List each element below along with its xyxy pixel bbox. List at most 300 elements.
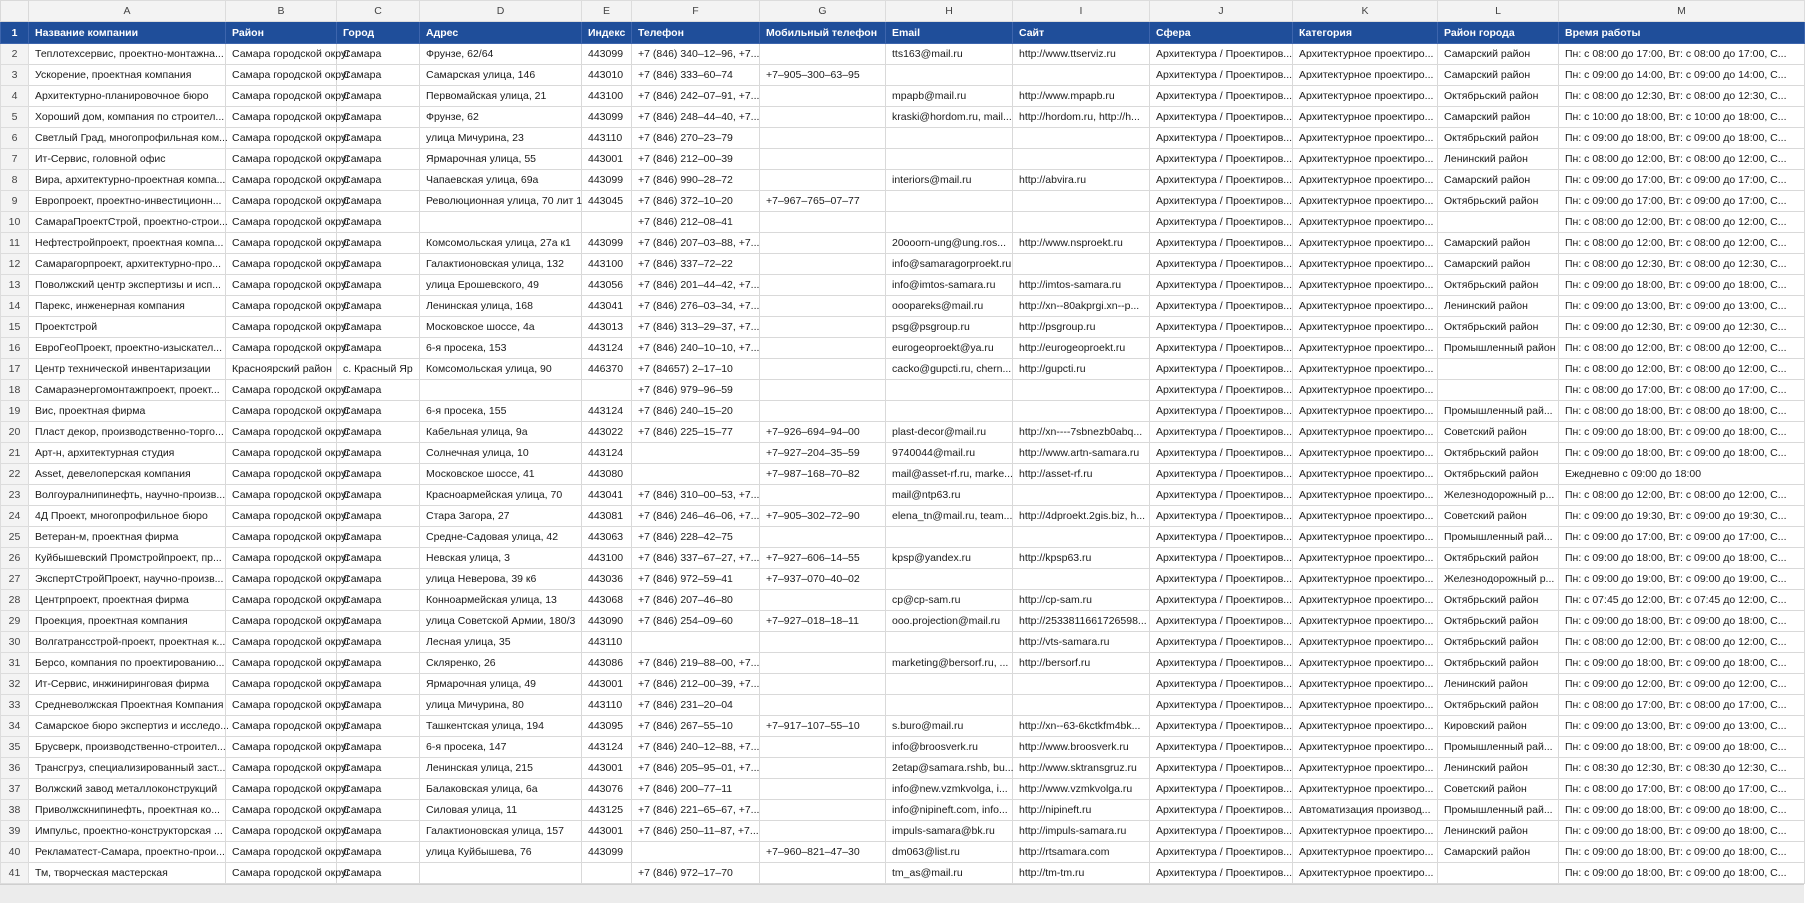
- cell-d[interactable]: Галактионовская улица, 132: [420, 254, 582, 275]
- column-letter-k[interactable]: K: [1293, 1, 1438, 22]
- cell-e[interactable]: 443090: [582, 611, 632, 632]
- cell-a[interactable]: Asset, девелоперская компания: [29, 464, 226, 485]
- cell-j[interactable]: Архитектура / Проектиров...: [1150, 674, 1293, 695]
- cell-j[interactable]: Архитектура / Проектиров...: [1150, 800, 1293, 821]
- cell-l[interactable]: [1438, 863, 1559, 884]
- cell-i[interactable]: http://tm-tm.ru: [1013, 863, 1150, 884]
- cell-d[interactable]: Комсомольская улица, 90: [420, 359, 582, 380]
- cell-d[interactable]: Ярмарочная улица, 55: [420, 149, 582, 170]
- cell-m[interactable]: Пн: с 08:00 до 12:30, Вт: с 08:00 до 12:30, С...: [1559, 254, 1805, 275]
- cell-a[interactable]: Берсо, компания по проектированию...: [29, 653, 226, 674]
- cell-m[interactable]: Пн: с 08:00 до 12:00, Вт: с 08:00 до 12:00, С...: [1559, 359, 1805, 380]
- cell-j[interactable]: Архитектура / Проектиров...: [1150, 527, 1293, 548]
- header-cell-j[interactable]: Сфера: [1150, 22, 1293, 44]
- cell-g[interactable]: [760, 485, 886, 506]
- cell-m[interactable]: Пн: с 09:00 до 18:00, Вт: с 09:00 до 18:00, С...: [1559, 275, 1805, 296]
- cell-m[interactable]: Пн: с 08:00 до 17:00, Вт: с 08:00 до 17:00, С...: [1559, 779, 1805, 800]
- cell-g[interactable]: [760, 254, 886, 275]
- cell-i[interactable]: [1013, 485, 1150, 506]
- cell-j[interactable]: Архитектура / Проектиров...: [1150, 107, 1293, 128]
- cell-f[interactable]: +7 (846) 979–96–59: [632, 380, 760, 401]
- cell-i[interactable]: http://www.sktransgruz.ru: [1013, 758, 1150, 779]
- cell-f[interactable]: +7 (846) 225–15–77: [632, 422, 760, 443]
- cell-g[interactable]: +7–937–070–40–02: [760, 569, 886, 590]
- cell-h[interactable]: [886, 569, 1013, 590]
- cell-m[interactable]: Пн: с 08:00 до 12:00, Вт: с 08:00 до 12:00, С...: [1559, 338, 1805, 359]
- row-number[interactable]: 2: [1, 44, 29, 65]
- cell-e[interactable]: 443041: [582, 296, 632, 317]
- cell-e[interactable]: 443124: [582, 737, 632, 758]
- cell-f[interactable]: +7 (846) 212–00–39: [632, 149, 760, 170]
- cell-l[interactable]: Самарский район: [1438, 842, 1559, 863]
- cell-a[interactable]: ЭкспертСтройПроект, научно-произв...: [29, 569, 226, 590]
- cell-d[interactable]: Невская улица, 3: [420, 548, 582, 569]
- cell-f[interactable]: [632, 464, 760, 485]
- cell-i[interactable]: [1013, 128, 1150, 149]
- row-number[interactable]: 14: [1, 296, 29, 317]
- cell-j[interactable]: Архитектура / Проектиров...: [1150, 485, 1293, 506]
- cell-l[interactable]: Железнодорожный р...: [1438, 485, 1559, 506]
- row-number[interactable]: 34: [1, 716, 29, 737]
- cell-f[interactable]: +7 (846) 276–03–34, +7...: [632, 296, 760, 317]
- cell-e[interactable]: 443110: [582, 632, 632, 653]
- cell-a[interactable]: Вира, архитектурно-проектная компа...: [29, 170, 226, 191]
- row-number[interactable]: 3: [1, 65, 29, 86]
- cell-b[interactable]: Самара городской округ: [226, 464, 337, 485]
- row-number[interactable]: 35: [1, 737, 29, 758]
- cell-f[interactable]: +7 (846) 310–00–53, +7...: [632, 485, 760, 506]
- cell-h[interactable]: cp@cp-sam.ru: [886, 590, 1013, 611]
- cell-k[interactable]: Архитектурное проектиро...: [1293, 296, 1438, 317]
- cell-m[interactable]: Пн: с 09:00 до 17:00, Вт: с 09:00 до 17:00, С...: [1559, 191, 1805, 212]
- cell-k[interactable]: Архитектурное проектиро...: [1293, 107, 1438, 128]
- cell-g[interactable]: +7–927–204–35–59: [760, 443, 886, 464]
- cell-d[interactable]: Ленинская улица, 168: [420, 296, 582, 317]
- cell-a[interactable]: Проекция, проектная компания: [29, 611, 226, 632]
- cell-m[interactable]: Пн: с 08:00 до 18:00, Вт: с 08:00 до 18:00, С...: [1559, 401, 1805, 422]
- cell-h[interactable]: ooo.projection@mail.ru: [886, 611, 1013, 632]
- cell-l[interactable]: Октябрьский район: [1438, 695, 1559, 716]
- cell-m[interactable]: Пн: с 09:00 до 18:00, Вт: с 09:00 до 18:00, С...: [1559, 548, 1805, 569]
- cell-k[interactable]: Архитектурное проектиро...: [1293, 338, 1438, 359]
- row-number[interactable]: 12: [1, 254, 29, 275]
- cell-k[interactable]: Архитектурное проектиро...: [1293, 863, 1438, 884]
- cell-g[interactable]: [760, 401, 886, 422]
- cell-i[interactable]: [1013, 527, 1150, 548]
- cell-e[interactable]: 443001: [582, 758, 632, 779]
- cell-c[interactable]: Самара: [337, 695, 420, 716]
- cell-e[interactable]: 443001: [582, 674, 632, 695]
- cell-i[interactable]: http://xn--63-6kctkfm4bk...: [1013, 716, 1150, 737]
- row-number[interactable]: 19: [1, 401, 29, 422]
- cell-j[interactable]: Архитектура / Проектиров...: [1150, 779, 1293, 800]
- cell-h[interactable]: eurogeoproekt@ya.ru: [886, 338, 1013, 359]
- cell-l[interactable]: Ленинский район: [1438, 821, 1559, 842]
- cell-a[interactable]: Ит-Сервис, головной офис: [29, 149, 226, 170]
- cell-b[interactable]: Самара городской округ: [226, 170, 337, 191]
- cell-b[interactable]: Самара городской округ: [226, 506, 337, 527]
- cell-k[interactable]: Архитектурное проектиро...: [1293, 569, 1438, 590]
- cell-c[interactable]: Самара: [337, 275, 420, 296]
- cell-k[interactable]: Архитектурное проектиро...: [1293, 485, 1438, 506]
- cell-m[interactable]: Пн: с 09:00 до 18:00, Вт: с 09:00 до 18:00, С...: [1559, 128, 1805, 149]
- cell-c[interactable]: Самара: [337, 485, 420, 506]
- cell-b[interactable]: Самара городской округ: [226, 779, 337, 800]
- cell-j[interactable]: Архитектура / Проектиров...: [1150, 401, 1293, 422]
- cell-l[interactable]: Ленинский район: [1438, 758, 1559, 779]
- cell-c[interactable]: Самара: [337, 569, 420, 590]
- cell-l[interactable]: Промышленный рай...: [1438, 401, 1559, 422]
- cell-j[interactable]: Архитектура / Проектиров...: [1150, 611, 1293, 632]
- cell-c[interactable]: Самара: [337, 821, 420, 842]
- cell-k[interactable]: Архитектурное проектиро...: [1293, 674, 1438, 695]
- cell-k[interactable]: Архитектурное проектиро...: [1293, 695, 1438, 716]
- cell-g[interactable]: [760, 380, 886, 401]
- cell-g[interactable]: [760, 233, 886, 254]
- cell-e[interactable]: 443013: [582, 317, 632, 338]
- cell-a[interactable]: ЕвроГеоПроект, проектно-изыскател...: [29, 338, 226, 359]
- cell-i[interactable]: http://www.nsproekt.ru: [1013, 233, 1150, 254]
- cell-e[interactable]: 443099: [582, 842, 632, 863]
- cell-k[interactable]: Архитектурное проектиро...: [1293, 275, 1438, 296]
- row-number[interactable]: 33: [1, 695, 29, 716]
- cell-i[interactable]: http://cp-sam.ru: [1013, 590, 1150, 611]
- cell-b[interactable]: Самара городской округ: [226, 653, 337, 674]
- cell-h[interactable]: [886, 212, 1013, 233]
- cell-f[interactable]: +7 (846) 240–15–20: [632, 401, 760, 422]
- cell-h[interactable]: psg@psgroup.ru: [886, 317, 1013, 338]
- cell-j[interactable]: Архитектура / Проектиров...: [1150, 359, 1293, 380]
- cell-c[interactable]: Самара: [337, 254, 420, 275]
- cell-i[interactable]: [1013, 695, 1150, 716]
- cell-j[interactable]: Архитектура / Проектиров...: [1150, 842, 1293, 863]
- cell-c[interactable]: Самара: [337, 212, 420, 233]
- cell-c[interactable]: Самара: [337, 548, 420, 569]
- cell-a[interactable]: Хороший дом, компания по строител...: [29, 107, 226, 128]
- cell-g[interactable]: +7–967–765–07–77: [760, 191, 886, 212]
- cell-a[interactable]: Светлый Град, многопрофильная ком...: [29, 128, 226, 149]
- cell-d[interactable]: улица Куйбышева, 76: [420, 842, 582, 863]
- cell-h[interactable]: info@broosverk.ru: [886, 737, 1013, 758]
- cell-k[interactable]: Архитектурное проектиро...: [1293, 590, 1438, 611]
- cell-g[interactable]: +7–927–606–14–55: [760, 548, 886, 569]
- cell-h[interactable]: info@new.vzmkvolga, i...: [886, 779, 1013, 800]
- cell-c[interactable]: Самара: [337, 149, 420, 170]
- cell-a[interactable]: Средневолжская Проектная Компания: [29, 695, 226, 716]
- cell-c[interactable]: с. Красный Яр: [337, 359, 420, 380]
- cell-j[interactable]: Архитектура / Проектиров...: [1150, 758, 1293, 779]
- cell-d[interactable]: Ярмарочная улица, 49: [420, 674, 582, 695]
- cell-j[interactable]: Архитектура / Проектиров...: [1150, 716, 1293, 737]
- cell-g[interactable]: [760, 338, 886, 359]
- cell-a[interactable]: Ветеран-м, проектная фирма: [29, 527, 226, 548]
- cell-j[interactable]: Архитектура / Проектиров...: [1150, 317, 1293, 338]
- cell-j[interactable]: Архитектура / Проектиров...: [1150, 65, 1293, 86]
- cell-m[interactable]: Пн: с 09:00 до 12:30, Вт: с 09:00 до 12:30, С...: [1559, 317, 1805, 338]
- cell-b[interactable]: Самара городской округ: [226, 569, 337, 590]
- column-letter-b[interactable]: B: [226, 1, 337, 22]
- cell-i[interactable]: [1013, 254, 1150, 275]
- cell-k[interactable]: Архитектурное проектиро...: [1293, 212, 1438, 233]
- cell-g[interactable]: [760, 527, 886, 548]
- cell-h[interactable]: mail@asset-rf.ru, marke...: [886, 464, 1013, 485]
- cell-h[interactable]: oooparеks@mail.ru: [886, 296, 1013, 317]
- row-number[interactable]: 24: [1, 506, 29, 527]
- row-number[interactable]: 41: [1, 863, 29, 884]
- cell-i[interactable]: http://2533811661726598...: [1013, 611, 1150, 632]
- cell-m[interactable]: Пн: с 09:00 до 13:00, Вт: с 09:00 до 13:00, С...: [1559, 296, 1805, 317]
- cell-k[interactable]: Архитектурное проектиро...: [1293, 254, 1438, 275]
- cell-d[interactable]: [420, 380, 582, 401]
- cell-d[interactable]: Московское шоссе, 41: [420, 464, 582, 485]
- column-letter-m[interactable]: M: [1559, 1, 1805, 22]
- cell-m[interactable]: Пн: с 08:00 до 12:00, Вт: с 08:00 до 12:00, С...: [1559, 233, 1805, 254]
- column-letter-g[interactable]: G: [760, 1, 886, 22]
- cell-b[interactable]: Самара городской округ: [226, 275, 337, 296]
- cell-c[interactable]: Самара: [337, 422, 420, 443]
- cell-m[interactable]: Пн: с 08:00 до 12:00, Вт: с 08:00 до 12:00, С...: [1559, 632, 1805, 653]
- cell-b[interactable]: Самара городской округ: [226, 149, 337, 170]
- header-cell-e[interactable]: Индекс: [582, 22, 632, 44]
- cell-m[interactable]: Пн: с 09:00 до 18:00, Вт: с 09:00 до 18:00, С...: [1559, 842, 1805, 863]
- cell-a[interactable]: Импульс, проектно-конструкторская ...: [29, 821, 226, 842]
- cell-c[interactable]: Самара: [337, 506, 420, 527]
- cell-l[interactable]: Ленинский район: [1438, 149, 1559, 170]
- cell-j[interactable]: Архитектура / Проектиров...: [1150, 548, 1293, 569]
- row-number[interactable]: 23: [1, 485, 29, 506]
- cell-i[interactable]: http://hordom.ru, http://h...: [1013, 107, 1150, 128]
- row-number[interactable]: 17: [1, 359, 29, 380]
- cell-i[interactable]: http://nipineft.ru: [1013, 800, 1150, 821]
- cell-m[interactable]: Ежедневно с 09:00 до 18:00: [1559, 464, 1805, 485]
- cell-j[interactable]: Архитектура / Проектиров...: [1150, 191, 1293, 212]
- cell-a[interactable]: Трансгруз, специализированный заст...: [29, 758, 226, 779]
- cell-b[interactable]: Самара городской округ: [226, 443, 337, 464]
- cell-j[interactable]: Архитектура / Проектиров...: [1150, 338, 1293, 359]
- cell-k[interactable]: Архитектурное проектиро...: [1293, 44, 1438, 65]
- cell-i[interactable]: http://www.mpapb.ru: [1013, 86, 1150, 107]
- cell-a[interactable]: Волгоуралнипинефть, научно-произв...: [29, 485, 226, 506]
- cell-f[interactable]: +7 (846) 212–00–39, +7...: [632, 674, 760, 695]
- cell-m[interactable]: Пн: с 09:00 до 19:00, Вт: с 09:00 до 19:00, С...: [1559, 569, 1805, 590]
- cell-f[interactable]: +7 (846) 201–44–42, +7...: [632, 275, 760, 296]
- cell-b[interactable]: Самара городской округ: [226, 611, 337, 632]
- cell-k[interactable]: Архитектурное проектиро...: [1293, 233, 1438, 254]
- cell-f[interactable]: +7 (846) 207–03–88, +7...: [632, 233, 760, 254]
- cell-d[interactable]: Солнечная улица, 10: [420, 443, 582, 464]
- cell-e[interactable]: [582, 212, 632, 233]
- cell-d[interactable]: [420, 863, 582, 884]
- row-number[interactable]: 27: [1, 569, 29, 590]
- cell-d[interactable]: Конноармейская улица, 13: [420, 590, 582, 611]
- cell-a[interactable]: Ит-Сервис, инжиниринговая фирма: [29, 674, 226, 695]
- cell-d[interactable]: 6-я просека, 155: [420, 401, 582, 422]
- cell-h[interactable]: cacko@gupcti.ru, chern...: [886, 359, 1013, 380]
- cell-a[interactable]: Проектстрой: [29, 317, 226, 338]
- cell-d[interactable]: Силовая улица, 11: [420, 800, 582, 821]
- cell-a[interactable]: Центрпроект, проектная фирма: [29, 590, 226, 611]
- row-number[interactable]: 40: [1, 842, 29, 863]
- cell-k[interactable]: Автоматизация производ...: [1293, 800, 1438, 821]
- row-number[interactable]: 11: [1, 233, 29, 254]
- cell-g[interactable]: [760, 317, 886, 338]
- cell-d[interactable]: Балаковская улица, 6а: [420, 779, 582, 800]
- cell-g[interactable]: [760, 359, 886, 380]
- cell-g[interactable]: [760, 170, 886, 191]
- row-number[interactable]: 13: [1, 275, 29, 296]
- cell-l[interactable]: Октябрьский район: [1438, 317, 1559, 338]
- select-all-corner[interactable]: [1, 1, 29, 22]
- cell-f[interactable]: [632, 632, 760, 653]
- horizontal-scrollbar[interactable]: [0, 884, 1804, 903]
- cell-k[interactable]: Архитектурное проектиро...: [1293, 170, 1438, 191]
- cell-m[interactable]: Пн: с 09:00 до 18:00, Вт: с 09:00 до 18:00, С...: [1559, 611, 1805, 632]
- cell-b[interactable]: Самара городской округ: [226, 758, 337, 779]
- cell-k[interactable]: Архитектурное проектиро...: [1293, 842, 1438, 863]
- cell-l[interactable]: Промышленный район: [1438, 338, 1559, 359]
- cell-e[interactable]: 443010: [582, 65, 632, 86]
- cell-m[interactable]: Пн: с 09:00 до 19:30, Вт: с 09:00 до 19:30, С...: [1559, 506, 1805, 527]
- cell-c[interactable]: Самара: [337, 653, 420, 674]
- cell-a[interactable]: Приволжскнипинефть, проектная ко...: [29, 800, 226, 821]
- cell-j[interactable]: Архитектура / Проектиров...: [1150, 737, 1293, 758]
- header-cell-c[interactable]: Город: [337, 22, 420, 44]
- cell-j[interactable]: Архитектура / Проектиров...: [1150, 296, 1293, 317]
- cell-i[interactable]: http://rtsamara.com: [1013, 842, 1150, 863]
- cell-c[interactable]: Самара: [337, 716, 420, 737]
- cell-g[interactable]: [760, 128, 886, 149]
- cell-h[interactable]: 9740044@mail.ru: [886, 443, 1013, 464]
- row-number[interactable]: 7: [1, 149, 29, 170]
- cell-e[interactable]: 443001: [582, 149, 632, 170]
- cell-k[interactable]: Архитектурное проектиро...: [1293, 86, 1438, 107]
- cell-k[interactable]: Архитектурное проектиро...: [1293, 611, 1438, 632]
- cell-l[interactable]: Октябрьский район: [1438, 128, 1559, 149]
- cell-b[interactable]: Самара городской округ: [226, 107, 337, 128]
- cell-a[interactable]: Волжский завод металлоконструкций: [29, 779, 226, 800]
- cell-f[interactable]: +7 (846) 240–10–10, +7...: [632, 338, 760, 359]
- cell-f[interactable]: +7 (846) 219–88–00, +7...: [632, 653, 760, 674]
- cell-g[interactable]: [760, 737, 886, 758]
- cell-a[interactable]: Самарагорпроект, архитектурно-про...: [29, 254, 226, 275]
- row-number[interactable]: 21: [1, 443, 29, 464]
- cell-m[interactable]: Пн: с 09:00 до 18:00, Вт: с 09:00 до 18:00, С...: [1559, 800, 1805, 821]
- cell-h[interactable]: [886, 128, 1013, 149]
- cell-i[interactable]: http://www.artn-samara.ru: [1013, 443, 1150, 464]
- cell-b[interactable]: Самара городской округ: [226, 695, 337, 716]
- cell-d[interactable]: Стара Загора, 27: [420, 506, 582, 527]
- cell-f[interactable]: +7 (846) 340–12–96, +7...: [632, 44, 760, 65]
- cell-j[interactable]: Архитектура / Проектиров...: [1150, 380, 1293, 401]
- cell-l[interactable]: Октябрьский район: [1438, 632, 1559, 653]
- header-cell-l[interactable]: Район города: [1438, 22, 1559, 44]
- row-number[interactable]: 32: [1, 674, 29, 695]
- cell-c[interactable]: Самара: [337, 779, 420, 800]
- cell-c[interactable]: Самара: [337, 464, 420, 485]
- cell-e[interactable]: 443063: [582, 527, 632, 548]
- cell-c[interactable]: Самара: [337, 674, 420, 695]
- cell-j[interactable]: Архитектура / Проектиров...: [1150, 233, 1293, 254]
- cell-c[interactable]: Самара: [337, 86, 420, 107]
- cell-h[interactable]: info@nipineft.com, info...: [886, 800, 1013, 821]
- cell-h[interactable]: 20ooorn-ung@ung.ros...: [886, 233, 1013, 254]
- cell-a[interactable]: Европроект, проектно-инвестиционн...: [29, 191, 226, 212]
- cell-b[interactable]: Самара городской округ: [226, 590, 337, 611]
- cell-j[interactable]: Архитектура / Проектиров...: [1150, 632, 1293, 653]
- cell-j[interactable]: Архитектура / Проектиров...: [1150, 443, 1293, 464]
- cell-g[interactable]: [760, 212, 886, 233]
- header-cell-g[interactable]: Мобильный телефон: [760, 22, 886, 44]
- cell-c[interactable]: Самара: [337, 65, 420, 86]
- cell-b[interactable]: Самара городской округ: [226, 44, 337, 65]
- cell-c[interactable]: Самара: [337, 128, 420, 149]
- cell-h[interactable]: [886, 527, 1013, 548]
- cell-b[interactable]: Самара городской округ: [226, 527, 337, 548]
- cell-f[interactable]: +7 (846) 972–59–41: [632, 569, 760, 590]
- cell-g[interactable]: +7–960–821–47–30: [760, 842, 886, 863]
- cell-m[interactable]: Пн: с 08:00 до 12:00, Вт: с 08:00 до 12:00, С...: [1559, 485, 1805, 506]
- cell-h[interactable]: [886, 149, 1013, 170]
- cell-a[interactable]: Парекс, инженерная компания: [29, 296, 226, 317]
- cell-i[interactable]: [1013, 569, 1150, 590]
- cell-g[interactable]: +7–917–107–55–10: [760, 716, 886, 737]
- cell-k[interactable]: Архитектурное проектиро...: [1293, 317, 1438, 338]
- cell-j[interactable]: Архитектура / Проектиров...: [1150, 212, 1293, 233]
- cell-c[interactable]: Самара: [337, 233, 420, 254]
- cell-m[interactable]: Пн: с 08:30 до 12:30, Вт: с 08:30 до 12:30, С...: [1559, 758, 1805, 779]
- cell-a[interactable]: Архитектурно-планировочное бюро: [29, 86, 226, 107]
- cell-i[interactable]: http://asset-rf.ru: [1013, 464, 1150, 485]
- cell-f[interactable]: +7 (846) 200–77–11: [632, 779, 760, 800]
- row-number[interactable]: 4: [1, 86, 29, 107]
- cell-i[interactable]: http://impuls-samara.ru: [1013, 821, 1150, 842]
- cell-g[interactable]: [760, 296, 886, 317]
- cell-c[interactable]: Самара: [337, 443, 420, 464]
- cell-c[interactable]: Самара: [337, 737, 420, 758]
- header-cell-k[interactable]: Категория: [1293, 22, 1438, 44]
- cell-k[interactable]: Архитектурное проектиро...: [1293, 821, 1438, 842]
- header-cell-m[interactable]: Время работы: [1559, 22, 1805, 44]
- cell-a[interactable]: СамараПроектСтрой, проектно-строи...: [29, 212, 226, 233]
- cell-j[interactable]: Архитектура / Проектиров...: [1150, 506, 1293, 527]
- cell-h[interactable]: s.buro@mail.ru: [886, 716, 1013, 737]
- cell-m[interactable]: Пн: с 08:00 до 12:00, Вт: с 08:00 до 12:00, С...: [1559, 149, 1805, 170]
- cell-f[interactable]: +7 (846) 972–17–70: [632, 863, 760, 884]
- cell-f[interactable]: +7 (846) 372–10–20: [632, 191, 760, 212]
- cell-a[interactable]: Нефтестройпроект, проектная компа...: [29, 233, 226, 254]
- cell-m[interactable]: Пн: с 08:00 до 17:00, Вт: с 08:00 до 17:00, С...: [1559, 380, 1805, 401]
- header-cell-a[interactable]: Название компании: [29, 22, 226, 44]
- cell-b[interactable]: Самара городской округ: [226, 86, 337, 107]
- cell-i[interactable]: http://abvira.ru: [1013, 170, 1150, 191]
- cell-i[interactable]: http://vts-samara.ru: [1013, 632, 1150, 653]
- cell-a[interactable]: Брусверк, производственно-строител...: [29, 737, 226, 758]
- cell-g[interactable]: +7–905–302–72–90: [760, 506, 886, 527]
- row-number[interactable]: 29: [1, 611, 29, 632]
- cell-l[interactable]: Октябрьский район: [1438, 191, 1559, 212]
- cell-e[interactable]: 443022: [582, 422, 632, 443]
- cell-h[interactable]: marketing@bersorf.ru, ...: [886, 653, 1013, 674]
- cell-f[interactable]: +7 (846) 228–42–75: [632, 527, 760, 548]
- cell-c[interactable]: Самара: [337, 170, 420, 191]
- cell-j[interactable]: Архитектура / Проектиров...: [1150, 695, 1293, 716]
- cell-m[interactable]: Пн: с 09:00 до 12:00, Вт: с 09:00 до 12:00, С...: [1559, 674, 1805, 695]
- cell-g[interactable]: +7–987–168–70–82: [760, 464, 886, 485]
- cell-k[interactable]: Архитектурное проектиро...: [1293, 149, 1438, 170]
- cell-k[interactable]: Архитектурное проектиро...: [1293, 653, 1438, 674]
- cell-d[interactable]: [420, 212, 582, 233]
- cell-h[interactable]: kpsp@yandex.ru: [886, 548, 1013, 569]
